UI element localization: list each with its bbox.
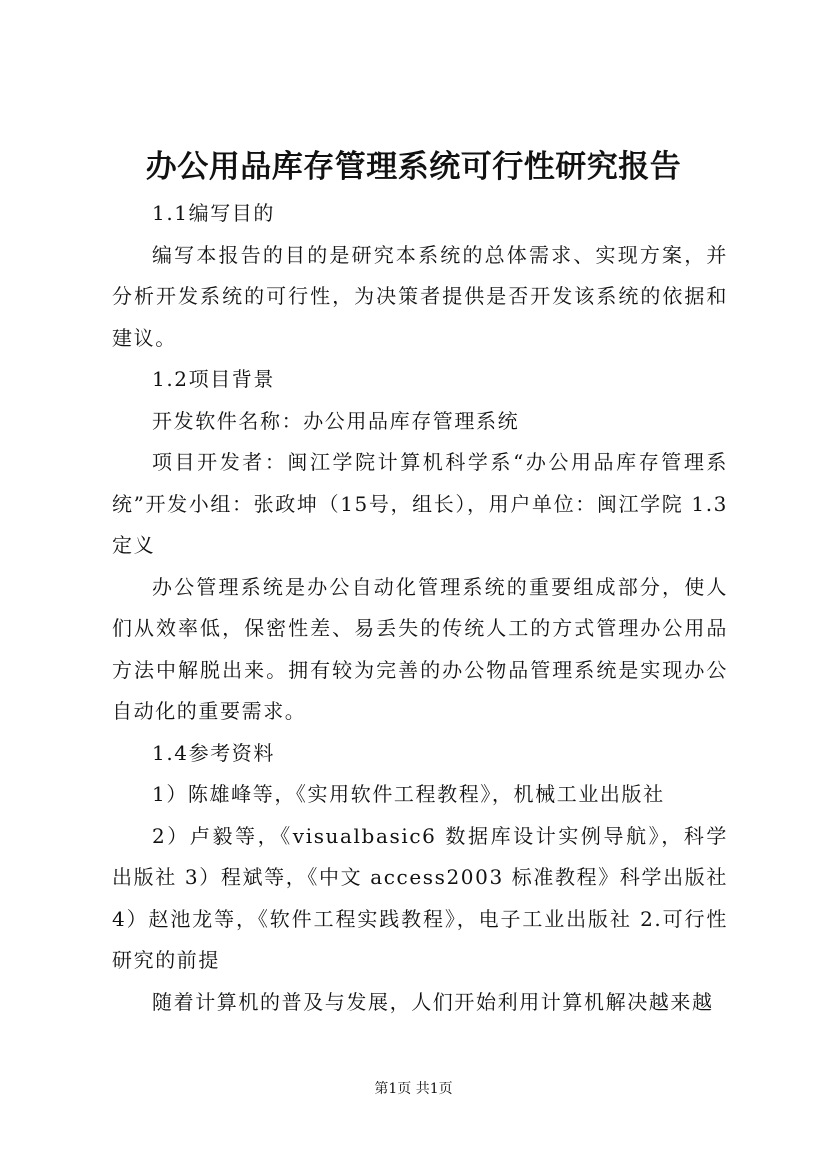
document-body	[112, 193, 728, 1023]
reference-items-2-4: 2）卢毅等，《visualbasic6 数据库设计实例导航》，科学出版社 3）程斌等，《中文 access2003 标准教程》科学出版社 4）赵池龙等，《软件工程实践教程》，电子工业出版社 2.可行性研究的前提	[112, 823, 728, 972]
paragraph-purpose: 编写本报告的目的是研究本系统的总体需求、实现方案，并分析开发系统的可行性，为决策者提供是否开发该系统的依据和建议。	[112, 242, 728, 350]
paragraph-software-name: 开发软件名称：办公用品库存管理系统	[152, 408, 520, 433]
section-heading-1-2: 1.2项目背景	[152, 367, 276, 391]
page-footer: 第1页 共1页	[374, 1081, 453, 1097]
paragraph-developer: 项目开发者：闽江学院计算机科学系“办公用品库存管理系统”开发小组：张政坤（15号，组长），用户单位：闽江学院 1.3 定义	[112, 450, 728, 557]
section-heading-1-4: 1.4参考资料	[152, 740, 276, 765]
paragraph-definition: 办公管理系统是办公自动化管理系统的重要组成部分，使人们从效率低，保密性差、易丢失的传统人工的方式管理办公用品方法中解脱出来。拥有较为完善的办公物品管理系统是实现办公自动化的重要需求。	[112, 574, 728, 723]
reference-item-1: 1）陈雄峰等，《实用软件工程教程》，机械工业出版社	[152, 782, 665, 806]
paragraph-background: 随着计算机的普及与发展，人们开始利用计算机解决越来越	[152, 989, 714, 1014]
document-title: 办公用品库存管理系统可行性研究报告	[145, 149, 682, 185]
section-heading-1-1: 1.1编写目的	[152, 201, 276, 225]
